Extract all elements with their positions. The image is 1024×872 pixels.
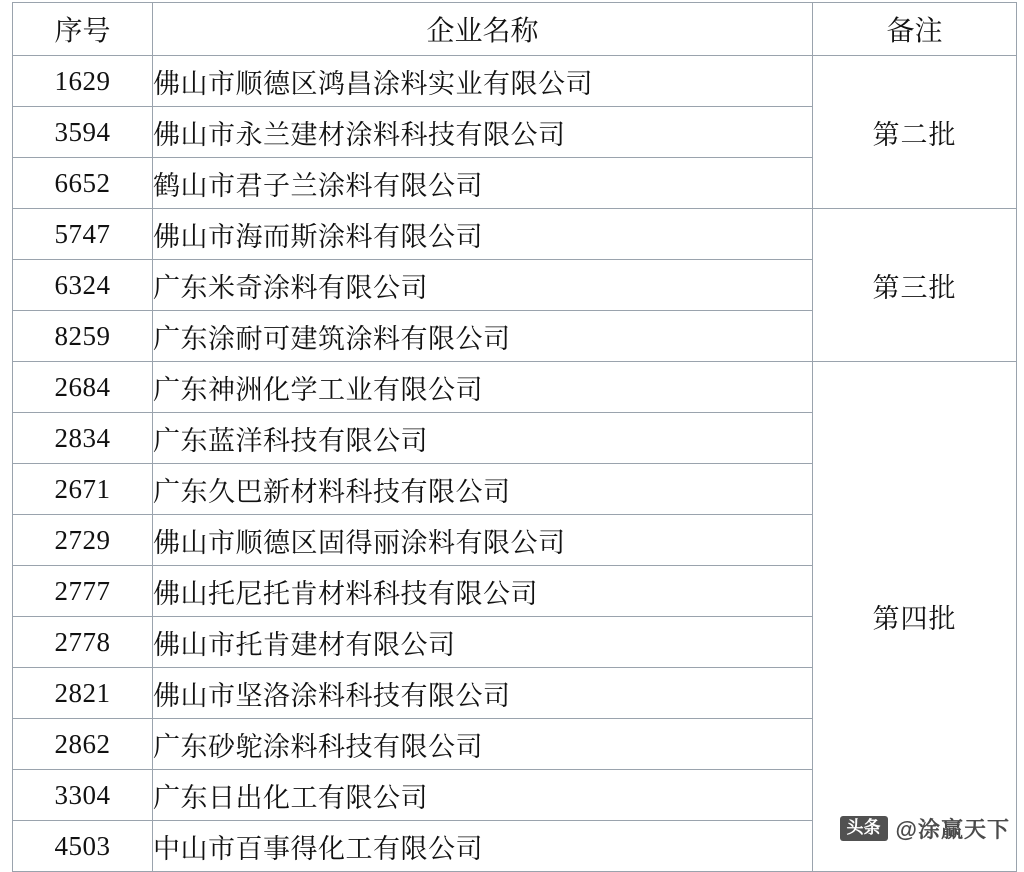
cell-company-name: 鹤山市君子兰涂料有限公司 xyxy=(153,158,813,209)
cell-seq: 5747 xyxy=(13,209,153,260)
cell-seq: 2862 xyxy=(13,719,153,770)
cell-company-name: 广东米奇涂料有限公司 xyxy=(153,260,813,311)
company-table xyxy=(12,2,1017,872)
cell-seq: 3594 xyxy=(13,107,153,158)
cell-seq: 1629 xyxy=(13,56,153,107)
cell-company-name: 佛山市海而斯涂料有限公司 xyxy=(153,209,813,260)
column-header-name: 企业名称 xyxy=(153,3,813,56)
cell-seq: 2778 xyxy=(13,617,153,668)
cell-seq: 2777 xyxy=(13,566,153,617)
cell-seq: 2671 xyxy=(13,464,153,515)
watermark-logo: 头条 xyxy=(840,816,888,841)
cell-company-name: 佛山市托肯建材有限公司 xyxy=(153,617,813,668)
cell-note-group: 第四批 xyxy=(813,362,1017,872)
cell-seq: 3304 xyxy=(13,770,153,821)
cell-note-group: 第二批 xyxy=(813,56,1017,209)
watermark-text: @涂赢天下 xyxy=(895,817,1010,842)
cell-company-name: 广东蓝洋科技有限公司 xyxy=(153,413,813,464)
column-header-seq: 序号 xyxy=(13,3,153,56)
cell-note-group: 第三批 xyxy=(813,209,1017,362)
cell-company-name: 佛山市顺德区固得丽涂料有限公司 xyxy=(153,515,813,566)
cell-seq: 2834 xyxy=(13,413,153,464)
cell-seq: 2729 xyxy=(13,515,153,566)
cell-seq: 2821 xyxy=(13,668,153,719)
cell-seq: 8259 xyxy=(13,311,153,362)
column-header-note: 备注 xyxy=(813,3,1017,56)
cell-company-name: 广东砂鸵涂料科技有限公司 xyxy=(153,719,813,770)
cell-company-name: 广东久巴新材料科技有限公司 xyxy=(153,464,813,515)
cell-company-name: 佛山市顺德区鸿昌涂料实业有限公司 xyxy=(153,56,813,107)
cell-company-name: 广东涂耐可建筑涂料有限公司 xyxy=(153,311,813,362)
table-header-row xyxy=(13,3,1017,56)
table-row xyxy=(13,362,1017,413)
document-page xyxy=(0,2,1024,864)
cell-company-name: 广东神洲化学工业有限公司 xyxy=(153,362,813,413)
cell-seq: 6324 xyxy=(13,260,153,311)
cell-company-name: 佛山市坚洛涂料科技有限公司 xyxy=(153,668,813,719)
cell-company-name: 中山市百事得化工有限公司 xyxy=(153,821,813,872)
table-header xyxy=(13,3,1017,56)
cell-seq: 4503 xyxy=(13,821,153,872)
table-row xyxy=(13,209,1017,260)
cell-seq: 2684 xyxy=(13,362,153,413)
watermark xyxy=(840,813,1010,844)
table-body xyxy=(13,56,1017,872)
cell-company-name: 佛山托尼托肯材料科技有限公司 xyxy=(153,566,813,617)
cell-company-name: 佛山市永兰建材涂料科技有限公司 xyxy=(153,107,813,158)
table-row xyxy=(13,56,1017,107)
cell-seq: 6652 xyxy=(13,158,153,209)
cell-company-name: 广东日出化工有限公司 xyxy=(153,770,813,821)
